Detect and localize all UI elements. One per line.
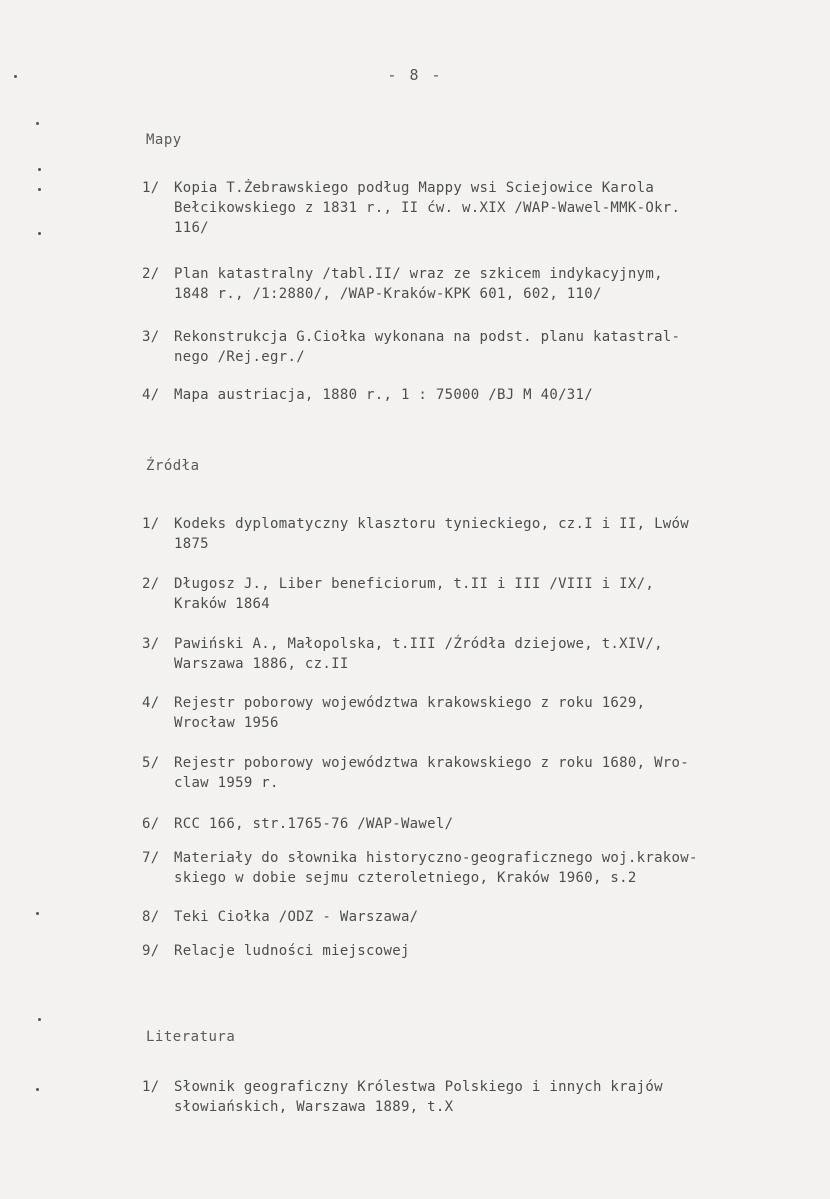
item-number: 5/ (142, 755, 160, 771)
list-item (142, 907, 802, 927)
list-item (142, 814, 802, 834)
item-text: Materiały do słownika historyczno-geograficznego woj.krakow- skiego w dobie sejmu czteroletniego, Kraków 1960, s.2 (174, 850, 698, 886)
list-item (142, 178, 802, 238)
item-text: Plan katastralny /tabl.II/ wraz ze szkicem indykacyjnym, 1848 r., /1:2880/, /WAP-Kraków-KPK 601, 602, 110/ (174, 266, 663, 302)
item-text: Kopia T.Żebrawskiego podług Mappy wsi Sciejowice Karola Bełcikowskiego z 1831 r., II ćw. w.XIX /WAP-Wawel-MMK-Okr. 116/ (174, 180, 681, 236)
item-text: Relacje ludności miejscowej (174, 943, 410, 959)
section-heading-literatura: Literatura (146, 1029, 236, 1045)
list-item (142, 385, 802, 405)
item-number: 4/ (142, 695, 160, 711)
item-number: 2/ (142, 576, 160, 592)
margin-dot (36, 912, 39, 915)
item-text: Rekonstrukcja G.Ciołka wykonana na podst. planu katastral- nego /Rej.egr./ (174, 329, 681, 365)
item-text: Mapa austriacja, 1880 r., 1 : 75000 /BJ M 40/31/ (174, 387, 593, 403)
item-number: 7/ (142, 850, 160, 866)
item-number: 1/ (142, 516, 160, 532)
list-item (142, 693, 802, 733)
page-number: - 8 - (387, 66, 443, 84)
margin-dot (38, 188, 41, 191)
margin-dot (36, 122, 39, 125)
item-text: Kodeks dyplomatyczny klasztoru tynieckiego, cz.I i II, Lwów 1875 (174, 516, 689, 552)
list-item (142, 1077, 802, 1117)
list-item (142, 634, 802, 674)
item-text: Rejestr poborowy województwa krakowskiego z roku 1629, Wrocław 1956 (174, 695, 646, 731)
item-number: 2/ (142, 266, 160, 282)
item-number: 1/ (142, 1079, 160, 1095)
section-heading-mapy: Mapy (146, 132, 182, 148)
list-item (142, 514, 802, 554)
list-item (142, 753, 802, 793)
item-text: Teki Ciołka /ODZ - Warszawa/ (174, 909, 419, 925)
item-number: 6/ (142, 816, 160, 832)
list-item (142, 264, 802, 304)
item-number: 4/ (142, 387, 160, 403)
item-number: 9/ (142, 943, 160, 959)
item-number: 8/ (142, 909, 160, 925)
item-text: RCC 166, str.1765-76 /WAP-Wawel/ (174, 816, 454, 832)
list-item (142, 941, 802, 961)
list-item (142, 327, 802, 367)
item-text: Pawiński A., Małopolska, t.III /Źródła dziejowe, t.XIV/, Warszawa 1886, cz.II (174, 636, 663, 672)
section-heading-zrodla: Źródła (146, 458, 200, 474)
margin-dot (38, 1018, 41, 1021)
list-item (142, 848, 802, 888)
list-item (142, 574, 802, 614)
item-number: 1/ (142, 180, 160, 196)
margin-dot (38, 168, 41, 171)
item-text: Słownik geograficzny Królestwa Polskiego i innych krajów słowiańskich, Warszawa 1889, t.X (174, 1079, 663, 1115)
item-number: 3/ (142, 636, 160, 652)
item-number: 3/ (142, 329, 160, 345)
margin-dot (36, 1088, 39, 1091)
item-text: Rejestr poborowy województwa krakowskiego z roku 1680, Wro- claw 1959 r. (174, 755, 689, 791)
item-text: Długosz J., Liber beneficiorum, t.II i III /VIII i IX/, Kraków 1864 (174, 576, 655, 612)
margin-dot (38, 232, 41, 235)
